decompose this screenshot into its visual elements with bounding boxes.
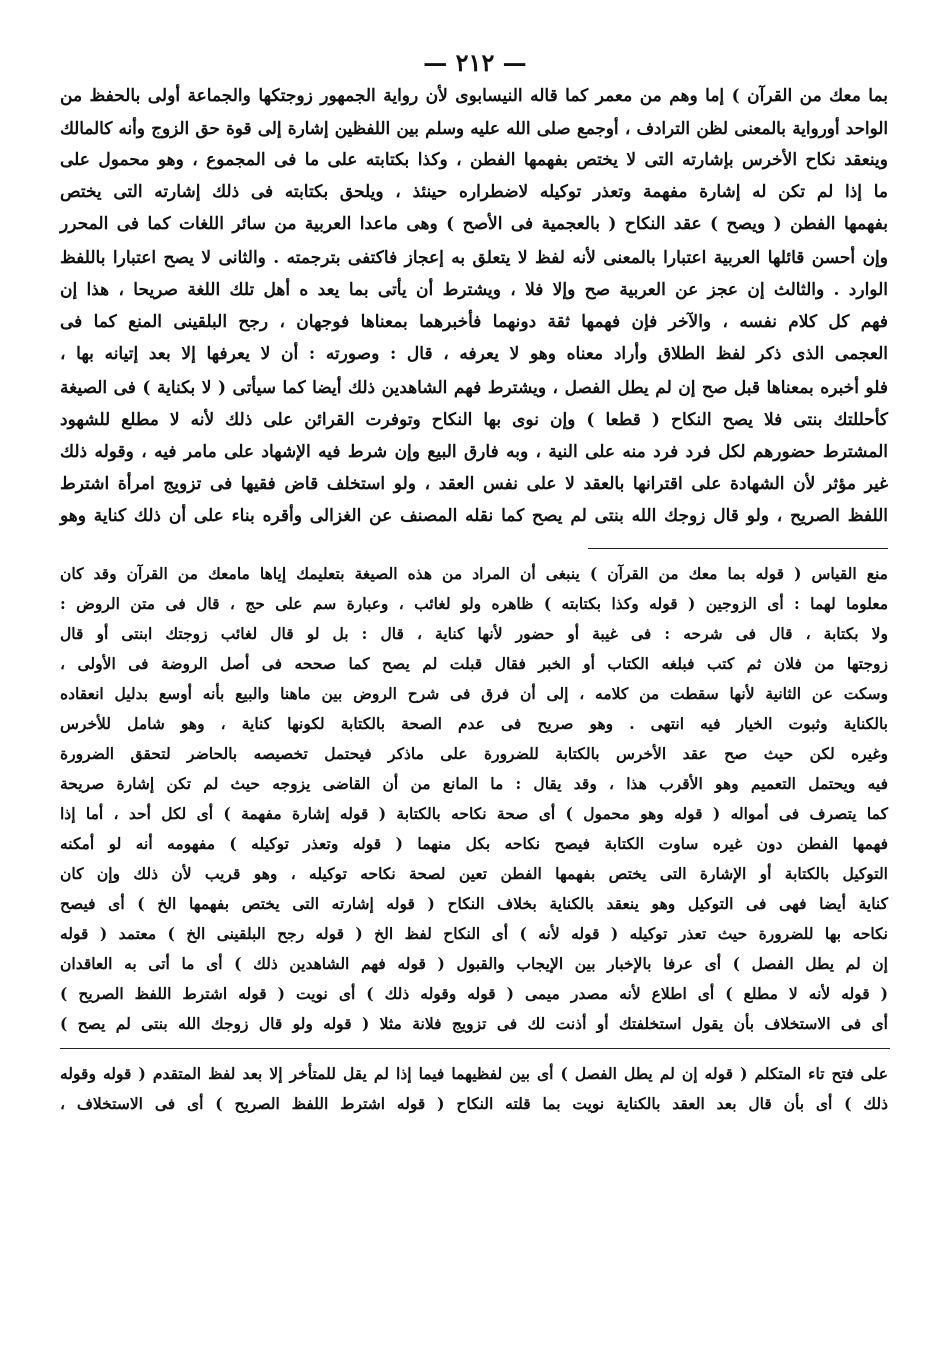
main-line: غير مؤثر لأن الشهادة على اقترانها بالعقد لا على نفس العقد ، ولو استخلف قاض فقيها فى تزويج امرأة اشترط (60, 474, 888, 494)
main-line: العجمى الذى ذكر لفظ الطلاق وأراد معناه وهو لا يعرفه ، قال : وصورته : أن لا يعرفها إلا بعد إتيانه بها ، (60, 344, 888, 364)
main-line: ما إذا لم تكن له إشارة مفهمة وتعذر توكيله لاضطراره حينئذ ، ويلحق بكتابته فى ذلك إشارته التى يختص (60, 182, 888, 202)
footnote-line: ذلك ) أى بأن قال بعد العقد بالكناية نويت بما قلته النكاح ( قوله اشترط اللفظ الصريح ) أى فى الاستخلاف ، (60, 1094, 889, 1113)
main-line: فلو أخبره بمعناها قبل صح إن لم يطل الفصل ، ويشترط فهم الشاهدين ذلك أيضا كما سيأتى ( لا بكناية ) فى الصيغة (60, 378, 888, 398)
footnote-line: إن لم يطل الفصل ) أى عرفا بالإخبار بين الإيجاب والقبول ( قوله فهم الشاهدين ذلك ) أى ما أتى به العاقدان (60, 954, 888, 973)
footnote-line: منع القياس ( قوله بما معك من القرآن ) ينبغى أن المراد من هذه الصيغة بتعليمك إياها مامعك من القرآن وقد كان (60, 564, 888, 583)
main-line: الواحد أورواية بالمعنى لظن الترادف ، أوجمع صلى الله عليه وسلم بين اللفظين إشارة إلى قوة حق الزوج وأنه كالمالك (60, 118, 888, 138)
footnote-line: وسكت عن الثانية لأنها سقطت من كلامه ، إلى أن فرق فى شرح الروض بين ماهنا والبيع بأنه أوسع بدليل انعقاده (60, 684, 888, 703)
footnote-line: ولا بكتابة ، قال فى شرحه : فى غيبة أو حضور لأنها كناية ، قال : بل لو قال لغائب زوجتك ابنتى أو قال (60, 624, 888, 643)
footnote-line: بالكناية وثبوت الخيار فيه انتهى . وهو صريح فى عدم الصحة بالكتابة لكونها كناية ، وهو شامل للأخرس (60, 714, 888, 733)
main-line: وينعقد نكاح الأخرس بإشارته التى لا يختص بفهمها الفطن ، وكذا بكتابته على ما فى المجموع ، وهو محمول على (60, 150, 888, 170)
main-line: اللفظ الصريح ، ولو قال زوجك الله بنتى لم يصح كما نقله المصنف عن الغزالى وأقره بناء على أن ذلك كناية وهو (60, 506, 888, 526)
footnote-line: وغيره لكن حيث صح عقد الأخرس بالكتابة للضرورة على ماذكر فيحتمل تخصيصه بالحاضر لتحقق الضرورة (60, 744, 888, 763)
footnote-divider (588, 548, 888, 549)
footnote-line: ( قوله لأنه لا مطلع ) أى اطلاع لأنه مصدر ميمى ( قوله وقوله ذلك ) أى نويت ( قوله اشترط اللفظ الصريح ) (60, 984, 888, 1003)
main-line: المشترط حضورهم لكل فرد فرد منه على النية ، وبه فارق البيع وإن شرط فيه الإشهاد على مامر فيه ، وقوله ذلك (60, 442, 888, 462)
footnote-divider (60, 1048, 890, 1049)
footnote-line: نكاحه بها للضرورة حيث تعذر توكيله ( قوله لأنه ) أى النكاح لفظ الخ ( قوله رجح البلقينى الخ ) معتمد ( قوله (60, 924, 888, 943)
footnote-line: فهمها الفطن دون غيره ساوت الكتابة فيصح نكاحه بكل منهما ( قوله وتعذر توكيله ) مفهومه أنه لو أمكنه (60, 834, 888, 853)
footnote-line: كما يتصرف فى أمواله ( قوله وهو محمول ) أى صحة نكاحه بالكتابة ( قوله إشارة مفهمة ) أى لكل أحد ، أما إذا (60, 804, 888, 823)
main-line: بما معك من القرآن ) إما وهم من معمر كما قاله النيسابوى لأن رواية الجمهور زوجتكها والجماعة أولى بالحفظ من (60, 86, 888, 106)
main-line: كأحللتك بنتى فلا يصح النكاح ( قطعا ) وإن نوى بها النكاح وتوفرت القرائن على ذلك لأنه لا مطلع للشهود (60, 410, 888, 430)
footnote-line: كناية أيضا فهى فى التوكيل وهو ينعقد بالكناية بخلاف النكاح ( قوله إشارته التى يختص بفهمها الخ ) أى فيصح (60, 894, 888, 913)
page-number: — ٢١٢ — (423, 48, 527, 77)
main-line: وإن أحسن قائلها العربية اعتبارا بالمعنى لأنه لفظ لا يتعلق به إعجاز فاكتفى بترجمته . والثانى لا يصح اعتبارا باللفظ (60, 248, 888, 268)
footnote-line: فيه ويحتمل التعميم وهو الأقرب هذا ، وقد يقال : ما المانع من أن القاضى يزوجه حيث لم تكن إشارة صريحة (60, 774, 888, 793)
footnote-line: أى فى الاستخلاف بأن يقول استخلفتك أو أذنت لك فى تزويج فلانة مثلا ( قوله ولو قال زوجك الله بنتى لم يصح ) (60, 1014, 888, 1033)
main-line: فهم كل كلام نفسه ، والآخر فإن فهمها ثقة دونهما فأخبرهما بمعناها فوجهان ، رجح البلقينى المنع كما فى (60, 312, 888, 332)
main-line: الوارد . والثالث إن عجز عن العربية صح وإلا فلا ، ويشترط أن يأتى بما يعد ه أهل تلك اللغة صريحا ، هذا إن (60, 280, 888, 300)
footnote-line: معلوما لهما : أى الزوجين ( قوله وكذا بكتابته ) ظاهره ولو لغائب ، وعبارة سم على حج ، قال فى متن الروض : (60, 594, 888, 613)
footnote-line: على فتح تاء المتكلم ( قوله إن لم يطل الفصل ) أى بين لفظيهما فيما إذا لم يقل للمتأخر إلا بعد لفظ المتقدم ( قوله وقوله (60, 1064, 888, 1083)
footnote-line: التوكيل بالكتابة أو الإشارة التى يختص بفهمها الفطن تعين لصحة نكاحه توكيله ، وهو قريب لأن ذلك وإن كان (60, 864, 888, 883)
main-line: بفهمها الفطن ( ويصح ) عقد النكاح ( بالعجمية فى الأصح ) وهى ماعدا العربية من سائر اللغات كما فى المحرر (60, 214, 888, 234)
footnote-line: زوجتها من فلان ثم كتب فبلغه الكتاب أو الخبر فقال قبلت لم يصح كما صححه فى أصل الروضة فى الأولى ، (60, 654, 888, 673)
